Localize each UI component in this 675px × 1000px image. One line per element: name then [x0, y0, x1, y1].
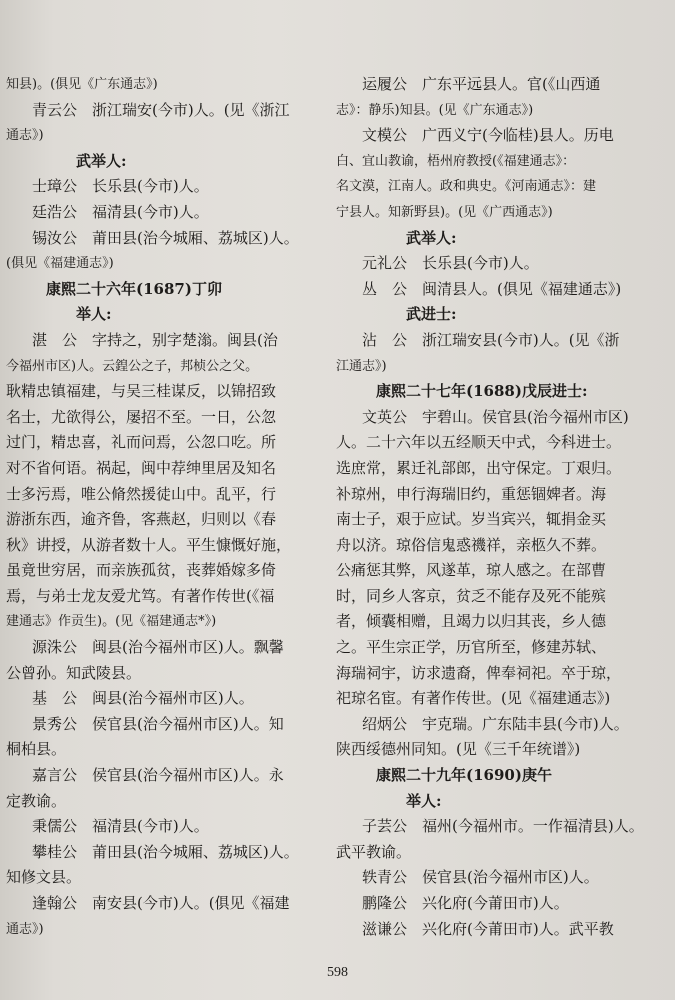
left-column: [6, 72, 322, 942]
section-heading: 康熙二十七年(1688)戊辰进士:: [376, 382, 588, 401]
text-line: 公痛惩其弊，风遂革，琼人感之。在部曹: [336, 561, 607, 580]
text-line: 定教谕。: [6, 791, 67, 810]
text-line: 士多污焉，唯公脩然援徒山中。乱平，行: [6, 484, 277, 503]
text-line: 公曾孙。知武陵县。: [6, 663, 142, 682]
text-line: 基 公 闽县(治今福州市区)人。: [32, 689, 254, 708]
text-line: 补琼州，申行海瑞旧约，重惩锢婢者。海: [336, 484, 607, 503]
text-line: 绍炳公 宇克瑞。广东陆丰县(今市)人。: [362, 714, 629, 733]
text-line: 源洙公 闽县(治今福州市区)人。飘馨: [32, 638, 284, 657]
text-line: 文模公 广西义宁(今临桂)县人。历电: [362, 126, 614, 145]
text-line: 过门，精忠喜，礼而问焉，公忽口吃。所: [6, 433, 277, 452]
text-line: 通志》): [6, 128, 44, 144]
text-line: 建通志》作贡生)。(见《福建通志*》): [6, 614, 217, 630]
text-line: 虽竟世穷居，而亲族孤贫，丧葬婚嫁多倚: [6, 561, 277, 580]
text-line: 游浙东西，逾齐鲁，客燕赵，归则以《春: [6, 510, 277, 529]
text-line: 士璋公 长乐县(今市)人。: [32, 177, 209, 196]
text-line: 江通志》): [336, 358, 387, 374]
text-line: 景秀公 侯官县(治今福州市区)人。知: [32, 714, 284, 733]
text-line: 湛 公 字持之，别字楚滃。闽县(治: [32, 330, 278, 349]
right-column: [336, 72, 654, 942]
text-line: 耿精忠镇福建，与吴三桂谋反，以锦招致: [6, 382, 277, 401]
section-heading: 康熙二十九年(1690)庚午: [376, 766, 552, 785]
text-line: 海瑞祠宇，访求遗裔，俾奉祠祀。卒于琼，: [336, 663, 622, 682]
text-line: 选庶常，累迁礼部郎，出守保定。丁艰归。: [336, 458, 622, 477]
text-line: 名文漠，江南人。政和典史。《河南通志》：建: [336, 179, 597, 195]
text-line: 丛 公 闽清县人。(俱见《福建通志》): [362, 279, 622, 298]
text-line: (俱见《福建通志》): [6, 256, 114, 272]
text-line: 子芸公 福州(今福州市。一作福清县)人。: [362, 817, 644, 836]
text-line: 今福州市区)人。云鍠公之子，邦桢公之父。: [6, 358, 259, 374]
text-line: 知县)。(俱见《广东通志》): [6, 77, 158, 92]
text-line: 轶青公 侯官县(治今福州市区)人。: [362, 868, 599, 887]
text-line: 青云公 浙江瑞安(今市)人。(见《浙江: [32, 100, 290, 119]
text-line: 廷浩公 福清县(今市)人。: [32, 202, 209, 221]
section-heading: 康熙二十六年(1687)丁卯: [46, 279, 222, 298]
text-line: 者，倾囊相赠，且竭力以归其丧，乡人德: [336, 612, 607, 631]
text-line: 通志》): [6, 921, 44, 937]
text-line: 滋谦公 兴化府(今莆田市)人。武平教: [362, 919, 614, 938]
text-line: 人。二十六年以五经顺天中式，今科进士。: [336, 433, 622, 452]
text-line: 对不省何语。祸起，闽中荐绅里居及知名: [6, 458, 277, 477]
section-heading: 举人:: [406, 791, 442, 810]
text-line: 秋》讲授，从游者数十人。平生慷慨好施，: [6, 535, 292, 554]
text-line: 宁县人。知新野县)。(见《广西通志》): [336, 204, 553, 220]
text-line: 桐柏县。: [6, 740, 67, 759]
text-line: 名士，尤欲得公，屡招不至。一日，公忽: [6, 407, 277, 426]
text-line: 时，同乡人客京，贫乏不能存及死不能殡: [336, 586, 607, 605]
text-line: 秉儒公 福清县(今市)人。: [32, 817, 209, 836]
text-line: 嘉言公 侯官县(治今福州市区)人。永: [32, 766, 284, 785]
text-line: 锡汝公 莆田县(治今城厢、荔城区)人。: [32, 228, 299, 247]
section-heading: 举人:: [76, 305, 112, 324]
text-line: 运履公 广东平远县人。官(《山西通: [362, 75, 601, 93]
text-line: 逢翰公 南安县(今市)人。(俱见《福建: [32, 894, 290, 912]
text-line: 武平教谕。: [336, 842, 412, 861]
text-line: 祀琼名宦。有著作传世。(见《福建通志》): [336, 689, 611, 708]
text-line: 文英公 宇碧山。侯官县(治今福州市区): [362, 407, 629, 426]
text-line: 攀桂公 莆田县(治今城厢、荔城区)人。: [32, 842, 299, 861]
text-line: 焉，与弟士龙友爱尤笃。有著作传世(《福: [6, 586, 275, 605]
text-line: 沾 公 浙江瑞安县(今市)人。(见《浙: [362, 330, 620, 349]
text-line: 舟以济。琼俗信鬼惑禨祥，亲柩久不葬。: [336, 535, 607, 554]
text-line: 南士子，艰于应试。岁当宾兴，辄捐金买: [336, 510, 607, 529]
text-line: 白、宜山教谕，梧州府教授(《福建通志》：: [336, 153, 576, 169]
text-line: 之。平生宗正学，历官所至，修建苏轼、: [336, 638, 607, 657]
text-line: 鹏隆公 兴化府(今莆田市)人。: [362, 894, 569, 912]
section-heading: 武进士:: [406, 305, 457, 324]
section-heading: 武举人:: [76, 151, 127, 170]
text-line: 元礼公 长乐县(今市)人。: [362, 254, 539, 273]
text-line: 知修文县。: [6, 868, 82, 887]
text-line: 志》：静乐)知县。(见《广东通志》): [336, 102, 534, 118]
page-number: 598: [327, 965, 348, 980]
text-line: 陕西绥德州同知。(见《三千年统谱》): [336, 740, 581, 759]
section-heading: 武举人:: [406, 228, 457, 247]
